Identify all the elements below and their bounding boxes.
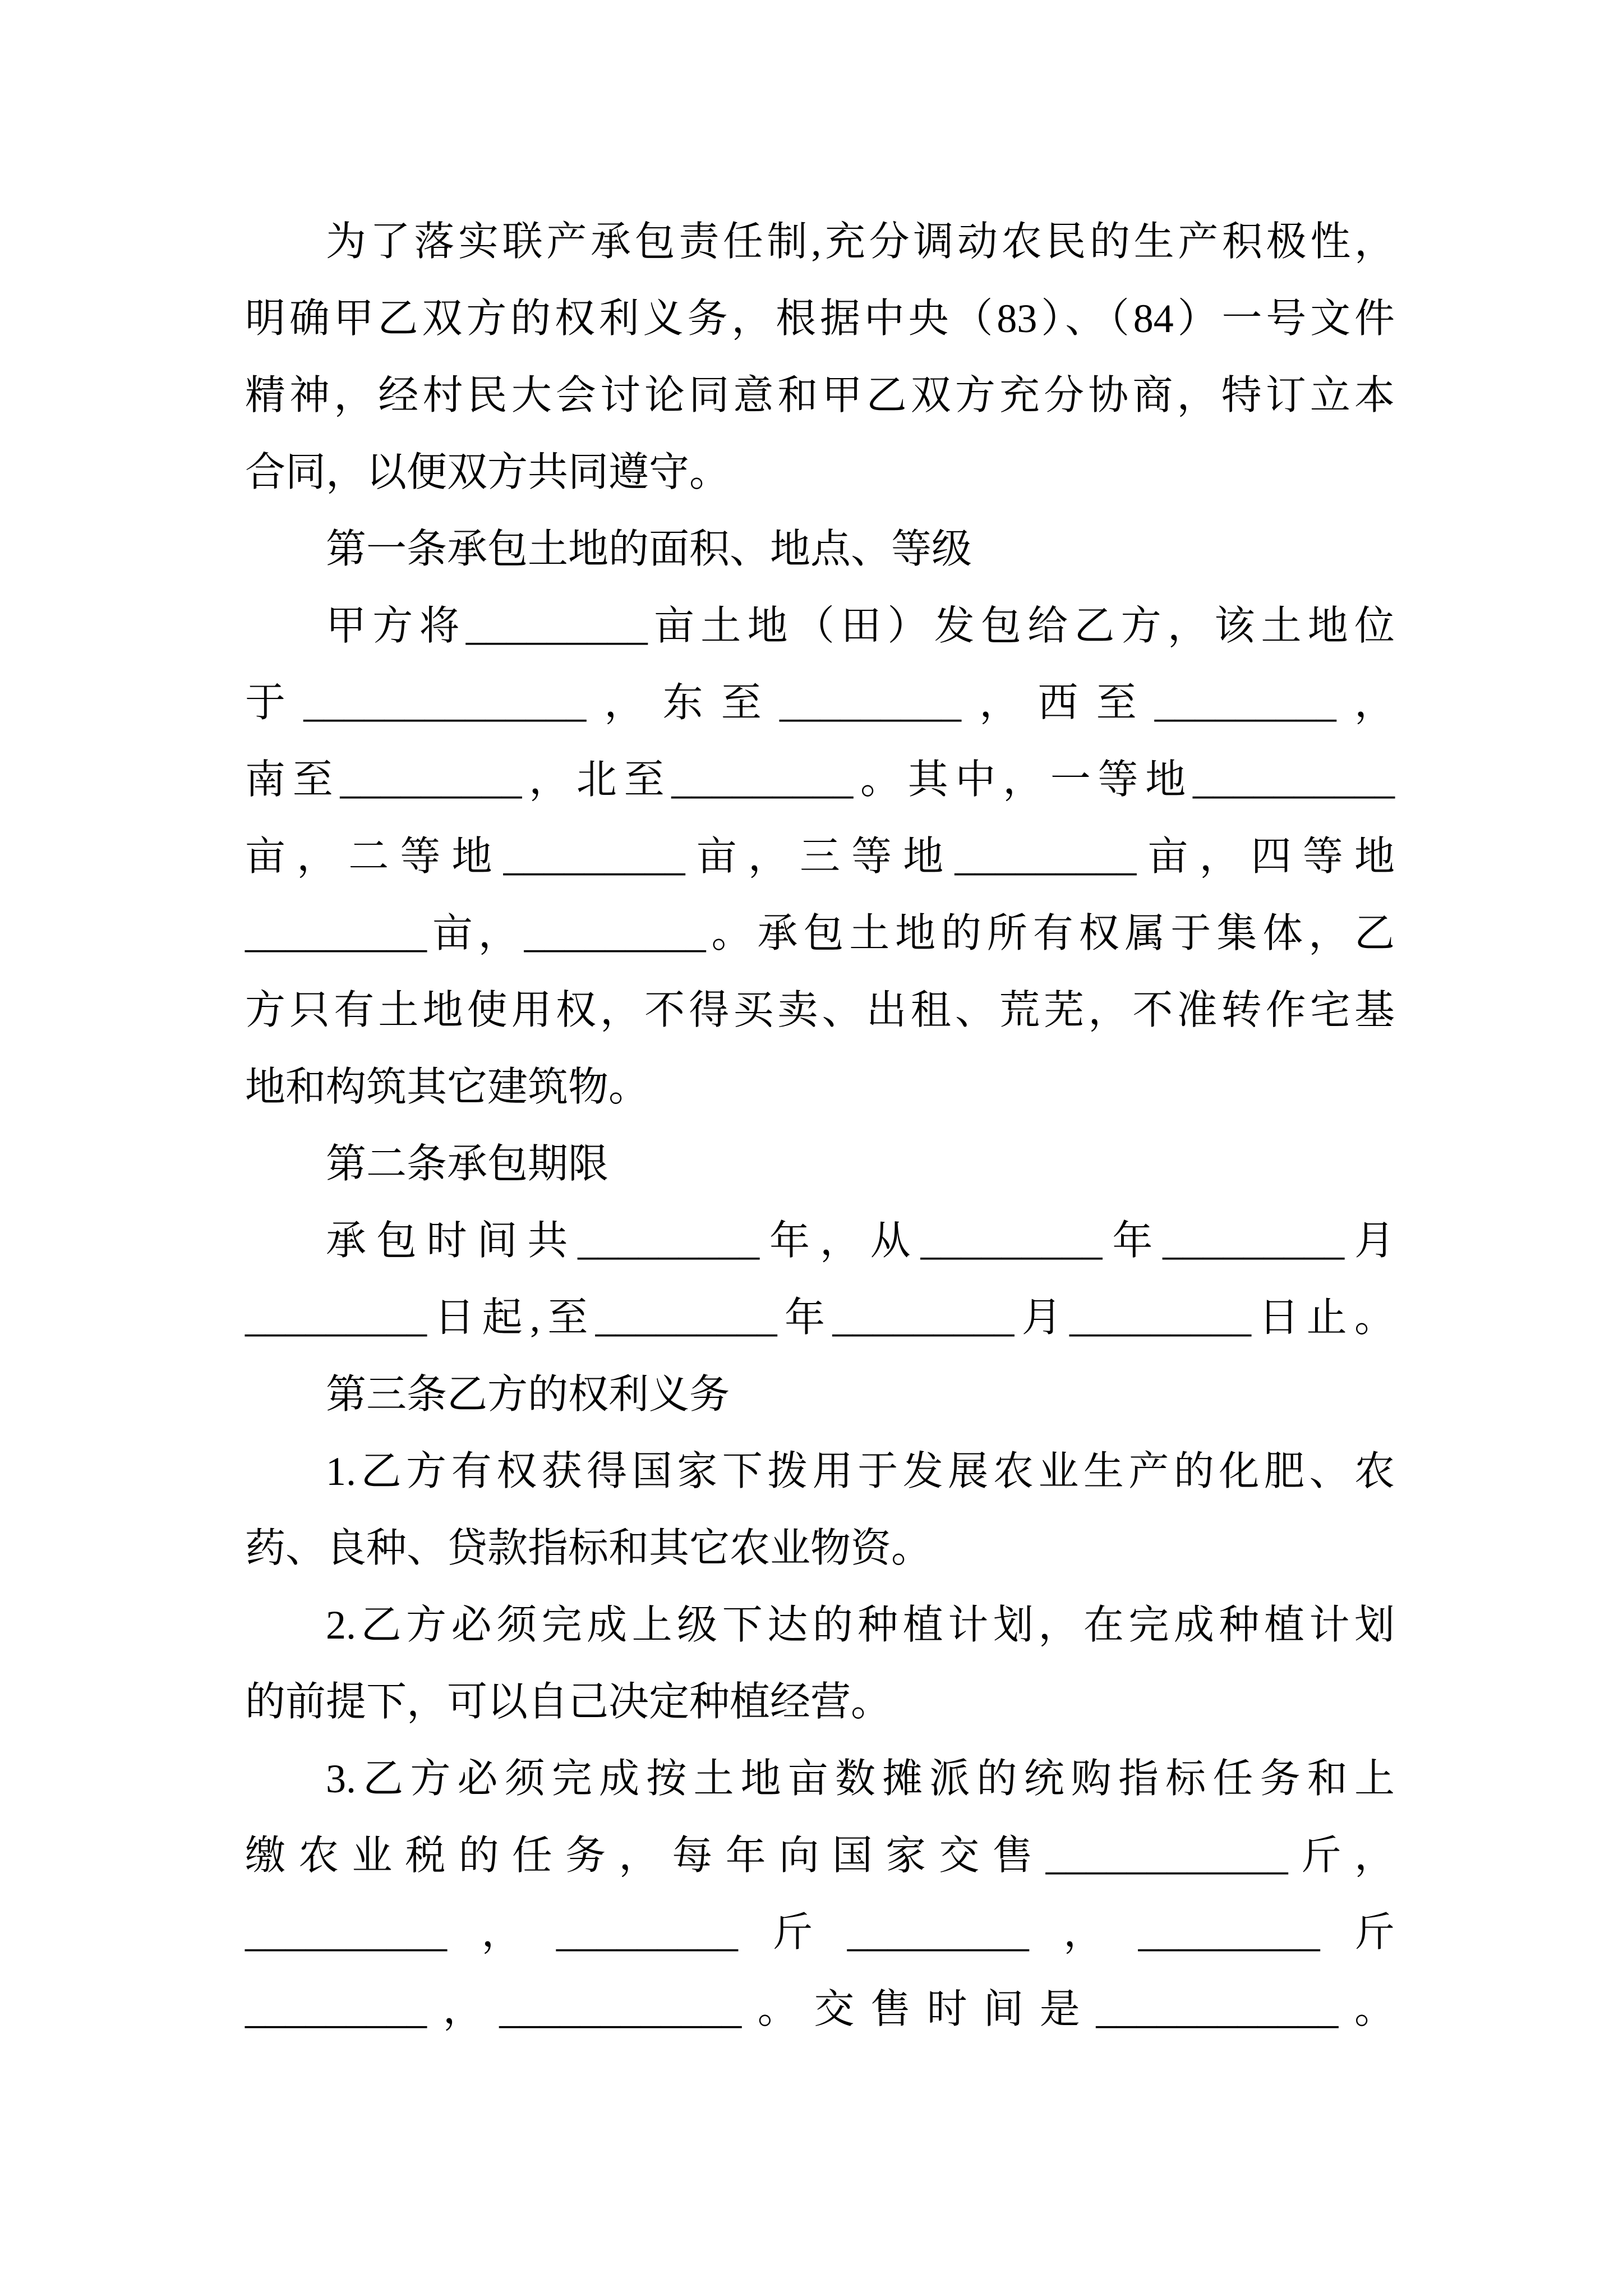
- clause-3-item-3-line-2: 缴农业税的任务，每年向国家交售____________斤，: [245, 1833, 1395, 1878]
- intro-line-4: 合同，以便双方共同遵守。: [245, 450, 730, 495]
- clause-1-line-6: 方只有土地使用权，不得买卖、出租、荒芜，不准转作宅基: [245, 988, 1395, 1033]
- clause-1-line-1: 甲方将_________亩土地（田）发包给乙方，该土地位: [326, 604, 1395, 648]
- clause-3-heading: 第三条乙方的权利义务: [326, 1372, 730, 1417]
- clause-3-item-2-line-2: 的前提下，可以自己决定种植经营。: [245, 1680, 892, 1724]
- intro-line-1: 为了落实联产承包责任制,充分调动农民的生产积极性，: [326, 219, 1395, 264]
- clause-1-line-2: 于______________，东至_________，西至_________，: [245, 680, 1395, 725]
- clause-2-line-2: _________日起,至_________年_________月_________日止。: [245, 1295, 1395, 1340]
- clause-3-item-2-line-1: 2.乙方必须完成上级下达的种植计划，在完成种植计划: [326, 1603, 1395, 1648]
- clause-1-line-3: 南至_________，北至_________。其中，一等地__________: [245, 757, 1395, 802]
- clause-1-line-7: 地和构筑其它建筑物。: [245, 1065, 649, 1110]
- clause-1-heading: 第一条承包土地的面积、地点、等级: [326, 527, 972, 572]
- clause-3-item-1-line-2: 药、良种、贷款指标和其它农业物资。: [245, 1526, 932, 1571]
- contract-text-block: [245, 204, 1395, 2048]
- intro-line-3: 精神，经村民大会讨论同意和甲乙双方充分协商，特订立本: [245, 373, 1395, 418]
- clause-3-item-3-line-4: _________，____________。交售时间是____________。: [245, 1987, 1395, 2032]
- clause-3-item-1-line-1: 1.乙方有权获得国家下拨用于发展农业生产的化肥、农: [326, 1449, 1395, 1494]
- clause-3-item-3-line-1: 3.乙方必须完成按土地亩数摊派的统购指标任务和上: [326, 1756, 1395, 1801]
- clause-1-line-5: _________亩，_________。承包土地的所有权属于集体，乙: [245, 911, 1395, 956]
- clause-2-line-1: 承包时间共_________年，从_________年_________月: [326, 1218, 1395, 1263]
- clause-1-line-4: 亩，二等地_________亩，三等地_________亩，四等地: [245, 834, 1395, 879]
- intro-line-2: 明确甲乙双方的权利义务，根据中央（83）、（84）一号文件: [245, 296, 1395, 341]
- clause-3-item-3-line-3: __________，_________斤_________，_________斤: [245, 1910, 1395, 1955]
- clause-2-heading: 第二条承包期限: [326, 1142, 609, 1186]
